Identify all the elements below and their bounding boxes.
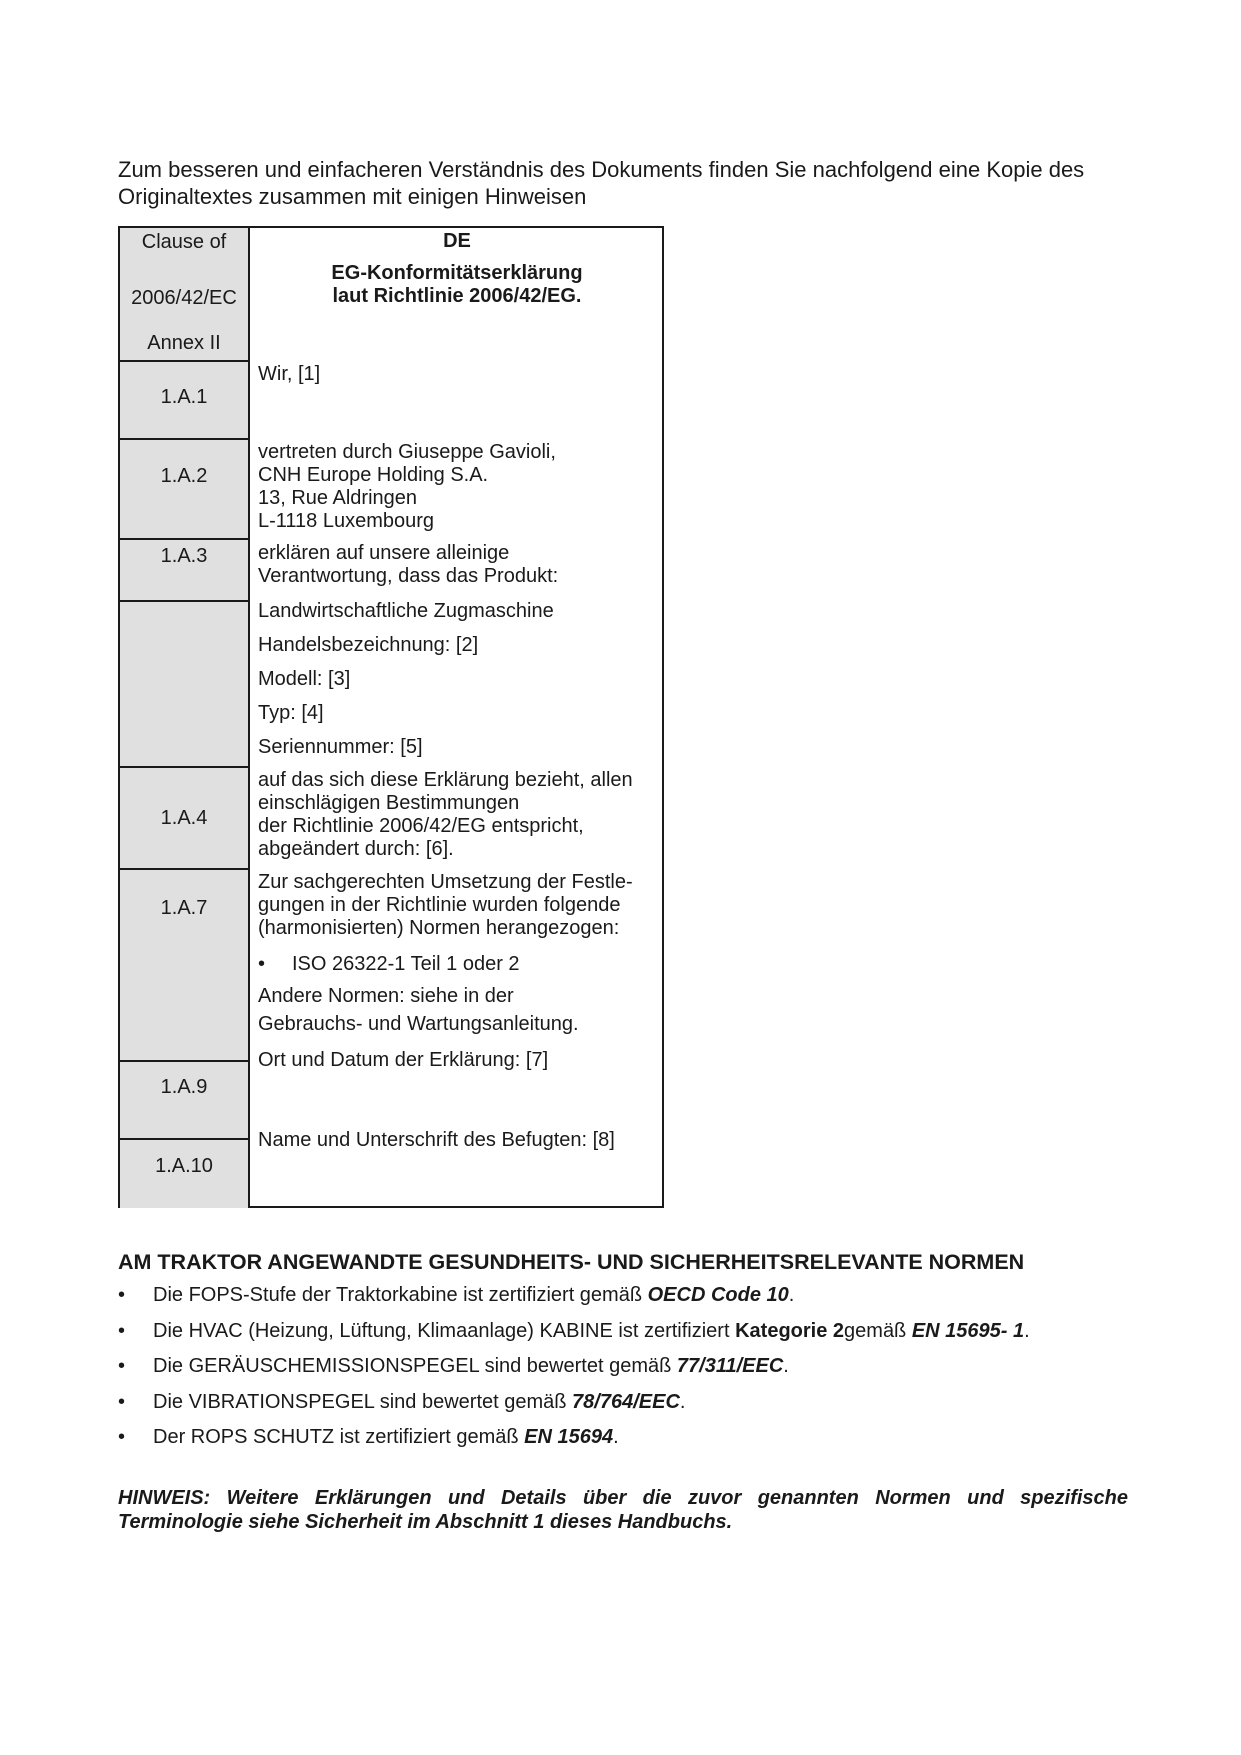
bullet-icon: • bbox=[118, 1355, 126, 1377]
list-item bbox=[118, 1425, 1030, 1461]
text-line: Ort und Datum der Erklärung: [7] bbox=[258, 1049, 549, 1071]
text-line: CNH Europe Holding S.A. bbox=[258, 464, 489, 486]
product-details bbox=[258, 600, 658, 770]
clause-label: 1.A.2 bbox=[160, 465, 208, 487]
declaration-title: EG-Konformitätserklärung bbox=[331, 262, 583, 284]
row-divider bbox=[120, 600, 248, 602]
standard-code: EN 15695- 1 bbox=[911, 1319, 1025, 1342]
standard-bullet bbox=[258, 953, 658, 976]
row-text-1a4 bbox=[258, 769, 658, 861]
text-line: einschlägigen Bestimmungen bbox=[258, 792, 520, 814]
item-text: Die GERÄUSCHEMISSIONSPEGEL sind bewertet gemäß bbox=[153, 1355, 677, 1377]
serial-number: Seriennummer: [5] bbox=[258, 736, 423, 758]
row-text-1a2 bbox=[258, 441, 658, 533]
item-text: Die HVAC (Heizung, Lüftung, Klimaanlage) KABINE ist zertifiziert bbox=[153, 1319, 736, 1342]
list-item bbox=[118, 1354, 1030, 1390]
bullet-icon: • bbox=[258, 953, 266, 975]
row-divider bbox=[120, 868, 248, 870]
type: Typ: [4] bbox=[258, 702, 324, 724]
row-divider bbox=[120, 766, 248, 768]
standards-list bbox=[118, 1283, 1030, 1461]
text-line: Name und Unterschrift des Befugten: [8] bbox=[258, 1129, 615, 1151]
standard-code: OECD Code 10 bbox=[647, 1284, 789, 1306]
text-line: 13, Rue Aldringen bbox=[258, 487, 418, 509]
text-line: L-1118 Luxembourg bbox=[258, 510, 435, 532]
item-text: . bbox=[788, 1284, 795, 1306]
row-text-1a9 bbox=[258, 1049, 658, 1072]
row-text-1a10 bbox=[258, 1129, 658, 1152]
item-text: gemäß bbox=[844, 1319, 912, 1342]
bullet-icon: • bbox=[118, 1284, 126, 1306]
item-text: Die FOPS-Stufe der Traktorkabine ist zertifiziert gemäß bbox=[153, 1284, 648, 1306]
trade-name: Handelsbezeichnung: [2] bbox=[258, 634, 479, 656]
row-divider bbox=[120, 438, 248, 440]
clause-label: 1.A.1 bbox=[160, 386, 208, 408]
text-line: Wir, [1] bbox=[258, 363, 321, 385]
bullet-icon: • bbox=[118, 1426, 126, 1448]
row-divider bbox=[120, 360, 248, 362]
text-line: (harmonisierten) Normen herangezogen: bbox=[258, 917, 620, 939]
row-text-1a1 bbox=[258, 363, 658, 386]
item-text: . bbox=[783, 1355, 789, 1377]
row-text-1a3 bbox=[258, 542, 658, 588]
clause-cell bbox=[120, 1062, 248, 1138]
bullet-icon: • bbox=[118, 1319, 126, 1342]
item-text: Die VIBRATIONSPEGEL sind bewertet gemäß bbox=[153, 1390, 573, 1413]
clause-header-line: 2006/42/EC bbox=[131, 287, 237, 309]
clause-label: 1.A.3 bbox=[160, 545, 208, 567]
list-item bbox=[118, 1390, 1030, 1426]
clause-cell bbox=[120, 540, 248, 1060]
text-line: vertreten durch Giuseppe Gavioli, bbox=[258, 441, 556, 463]
declaration-subtitle: laut Richtlinie 2006/42/EG. bbox=[332, 285, 582, 307]
item-text: Der ROPS SCHUTZ ist zertifiziert gemäß bbox=[153, 1426, 525, 1448]
item-text: . bbox=[1024, 1319, 1030, 1342]
language-code: DE bbox=[443, 230, 471, 252]
row-divider bbox=[120, 1060, 248, 1062]
row-divider bbox=[120, 538, 248, 540]
list-item bbox=[118, 1319, 1030, 1355]
standard-code: 78/764/EEC bbox=[572, 1390, 680, 1413]
standard-name: ISO 26322-1 Teil 1 oder 2 bbox=[292, 953, 520, 975]
standard-code: 77/311/EEC bbox=[676, 1355, 784, 1377]
safety-note: HINWEIS: Weitere Erklärungen und Details über die zuvor genannten Normen und spezifische Terminologie siehe Sicherheit im Abschnitt 1 dieses Handbuchs. bbox=[118, 1487, 1128, 1533]
row-text-1a7 bbox=[258, 871, 658, 940]
text-line: Andere Normen: siehe in der bbox=[258, 985, 514, 1007]
row-divider bbox=[120, 1138, 248, 1140]
clause-label: 1.A.10 bbox=[155, 1155, 213, 1177]
text-line: Gebrauchs- und Wartungsanleitung. bbox=[258, 1013, 579, 1035]
intro-text: Zum besseren und einfacheren Verständnis des Dokuments finden Sie nachfolgend eine Kopie des Originaltextes zusammen mit einigen Hinweisen bbox=[118, 157, 1085, 209]
text-line: der Richtlinie 2006/42/EG entspricht, bbox=[258, 815, 584, 837]
text-line: abgeändert durch: [6]. bbox=[258, 838, 454, 860]
clause-label: 1.A.9 bbox=[160, 1076, 208, 1098]
clause-label: 1.A.4 bbox=[160, 807, 208, 829]
item-text: . bbox=[613, 1426, 619, 1448]
text-line: erklären auf unsere alleinige bbox=[258, 542, 510, 564]
category-label: Kategorie 2 bbox=[735, 1319, 845, 1342]
clause-cell bbox=[120, 440, 248, 538]
item-text: . bbox=[679, 1390, 686, 1413]
standards-section-title: AM TRAKTOR ANGEWANDTE GESUNDHEITS- UND SICHERHEITSRELEVANTE NORMEN bbox=[118, 1250, 1025, 1274]
text-line: Verantwortung, dass das Produkt: bbox=[258, 565, 559, 587]
model: Modell: [3] bbox=[258, 668, 351, 690]
declaration-table bbox=[118, 226, 664, 1208]
standard-code: EN 15694 bbox=[524, 1426, 614, 1448]
text-line: auf das sich diese Erklärung bezieht, allen bbox=[258, 769, 633, 791]
text-line: Zur sachgerechten Umsetzung der Festle- bbox=[258, 871, 633, 893]
text-line: gungen in der Richtlinie wurden folgende bbox=[258, 894, 621, 916]
list-item bbox=[118, 1283, 1030, 1319]
clause-header-line: Clause of bbox=[141, 231, 227, 253]
clause-label: 1.A.7 bbox=[160, 897, 208, 919]
bullet-icon: • bbox=[118, 1390, 126, 1413]
clause-column bbox=[120, 228, 250, 1206]
other-standards bbox=[258, 982, 658, 1038]
product-type: Landwirtschaftliche Zugmaschine bbox=[258, 600, 554, 622]
clause-header-line: Annex II bbox=[147, 332, 221, 354]
